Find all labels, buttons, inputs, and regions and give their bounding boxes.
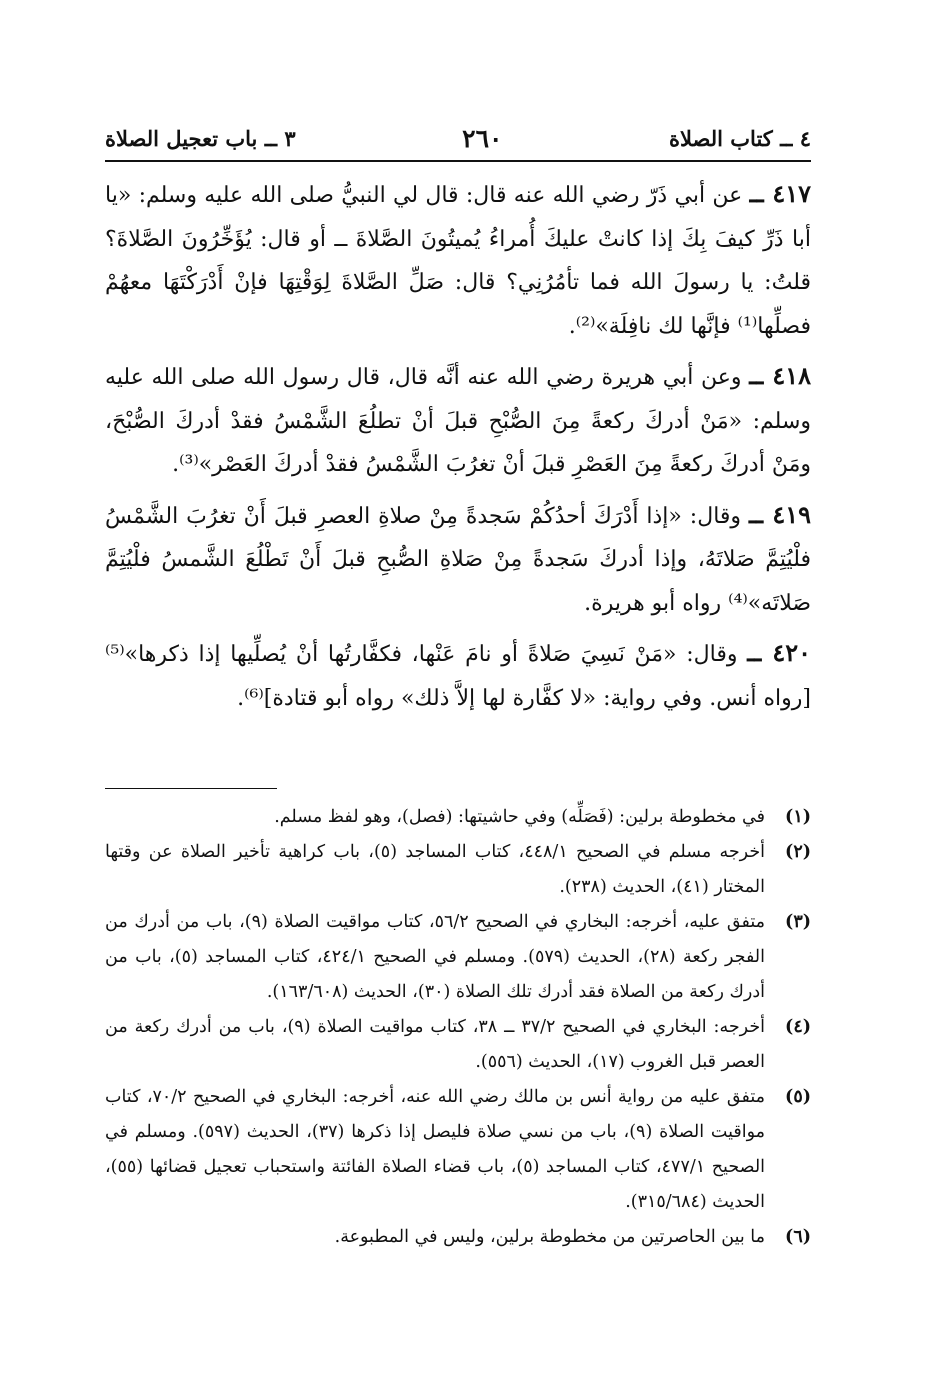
footnote-mark: (٥) bbox=[785, 1087, 811, 1107]
footnote-rule bbox=[105, 788, 277, 789]
footnote bbox=[105, 905, 811, 1010]
footnote-text: أخرجه مسلم في الصحيح ٤٤٨/١، كتاب المساجد (٥)، باب كراهية تأخير الصلاة عن وقتها المختار (٤١)، الحديث (٢٣٨). bbox=[105, 842, 766, 897]
footnotes bbox=[105, 800, 811, 1255]
footnote-mark: (٤) bbox=[785, 1017, 811, 1037]
footnote-mark: (١) bbox=[785, 807, 811, 827]
footnote bbox=[105, 835, 811, 905]
footnote-mark: (٣) bbox=[785, 912, 811, 932]
footnote bbox=[105, 1220, 811, 1255]
hadith-paragraph bbox=[105, 493, 811, 626]
footnote bbox=[105, 1010, 811, 1080]
footnote bbox=[105, 800, 811, 835]
hadith-number: ٤١٩ ــ bbox=[748, 499, 812, 529]
hadith-paragraph bbox=[105, 631, 811, 720]
footnote-text: ما بين الحاصرتين من مخطوطة برلين، وليس في المطبوعة. bbox=[334, 1227, 765, 1247]
footnote-text: متفق عليه، أخرجه: البخاري في الصحيح ٥٦/٢، كتاب مواقيت الصلاة (٩)، باب من أدرك من الفجر ركعة (٢٨)، الحديث (٥٧٩). ومسلم في الصحيح ٤٢٤/١، كتاب المساجد (٥)، باب من أدرك ركعة من الصلاة فقد أدرك تلك الصلاة (٣٠)، الحديث (١٦٣/٦٠٨). bbox=[105, 912, 766, 1002]
book-page bbox=[105, 0, 811, 1389]
hadith-text: عن أبي ذَرّ رضي الله عنه قال: قال لي النبيُّ صلى الله عليه وسلم: «يا أبا ذَرِّ كيفَ بِكَ إذا كانتْ عليكَ أُمراءُ يُميتُونَ الصَّلاةَ ــ أو قال: يُؤَخِّرُونَ الصَّلاةَ؟ قلتُ: يا رسولَ الله فما تأمُرُنِي؟ قال: صَلِّ الصَّلاةَ لِوَقْتِهَا فإنْ أَدْرَكْتَهَا معهُمْ فصلِّها⁽¹⁾ فإنَّها لك نافِلَة»⁽²⁾. bbox=[105, 183, 811, 339]
footnote-text: في مخطوطة برلين: (فَصَلِّه) وفي حاشيتها: (فصل)، وهو لفظ مسلم. bbox=[274, 807, 765, 827]
footnote-text: أخرجه: البخاري في الصحيح ٣٧/٢ ــ ٣٨، كتاب مواقيت الصلاة (٩)، باب من أدرك ركعة من العصر قبل الغروب (١٧)، الحديث (٥٥٦). bbox=[105, 1017, 765, 1072]
header-section: ٣ ــ باب تعجيل الصلاة bbox=[105, 125, 296, 151]
hadith-paragraph bbox=[105, 172, 811, 348]
hadith-number: ٤٢٠ ــ bbox=[747, 638, 811, 667]
hadith-text: وقال: «مَنْ نَسِيَ صَلاةً أو نامَ عَنْها، فكفَّارتُها أنْ يُصلِّيها إذا ذكرها»⁽⁵⁾ [رواه أنس. وفي رواية: «لا كفَّارة لها إلاَّ ذلك» رواه أبو قتادة]⁽⁶⁾. bbox=[105, 642, 811, 711]
header-chapter: ٤ ــ كتاب الصلاة bbox=[669, 125, 811, 151]
footnote-mark: (٢) bbox=[785, 842, 811, 862]
hadith-number: ٤١٧ ــ bbox=[749, 179, 811, 208]
header-rule bbox=[105, 160, 811, 162]
hadith-paragraph bbox=[105, 354, 811, 487]
hadith-text: وقال: «إذا أَدْرَكَ أحدُكُمْ سَجدةً مِنْ صلاةِ العصرِ قبلَ أَنْ تغرُبَ الشَّمْسُ فلْيُتِمَّ صَلاتَهُ، وإذا أدركَ سَجدةً مِنْ صَلاةِ الصُّبحِ قبلَ أَنْ تَطْلُعَ الشَّمسُ فلْيُتِمَّ صَلاتَه»⁽⁴⁾ رواه أبو هريرة. bbox=[105, 503, 811, 616]
page-number: ٢٦٠ bbox=[462, 123, 503, 153]
hadith-text: وعن أبي هريرة رضي الله عنه أنَّه قال، قال رسول الله صلى الله عليه وسلم: «مَنْ أدركَ ركعةً مِنَ الصُّبْحِ قبلَ أنْ تطلُعَ الشَّمْسُ فقدْ أدركَ الصُّبْحَ، ومَنْ أدركَ ركعةً مِنَ العَصْرِ قبلَ أنْ تغرُبَ الشَّمْسُ فقدْ أدركَ العَصْر»⁽³⁾. bbox=[105, 365, 811, 477]
footnote-text: متفق عليه من رواية أنس بن مالك رضي الله عنه، أخرجه: البخاري في الصحيح ٧٠/٢، كتاب مواقيت الصلاة (٩)، باب من نسي صلاة فليصل إذا ذكرها (٣٧)، الحديث (٥٩٧). ومسلم في الصحيح ٤٧٧/١، كتاب المساجد (٥)، باب قضاء الصلاة الفائتة واستحباب تعجيل قضائها (٥٥)، الحديث (٣١٥/٦٨٤). bbox=[105, 1087, 766, 1212]
running-header bbox=[105, 118, 811, 158]
hadith-number: ٤١٨ ــ bbox=[749, 361, 812, 390]
main-text bbox=[105, 172, 811, 726]
footnote bbox=[105, 1080, 811, 1220]
footnote-mark: (٦) bbox=[785, 1227, 811, 1247]
